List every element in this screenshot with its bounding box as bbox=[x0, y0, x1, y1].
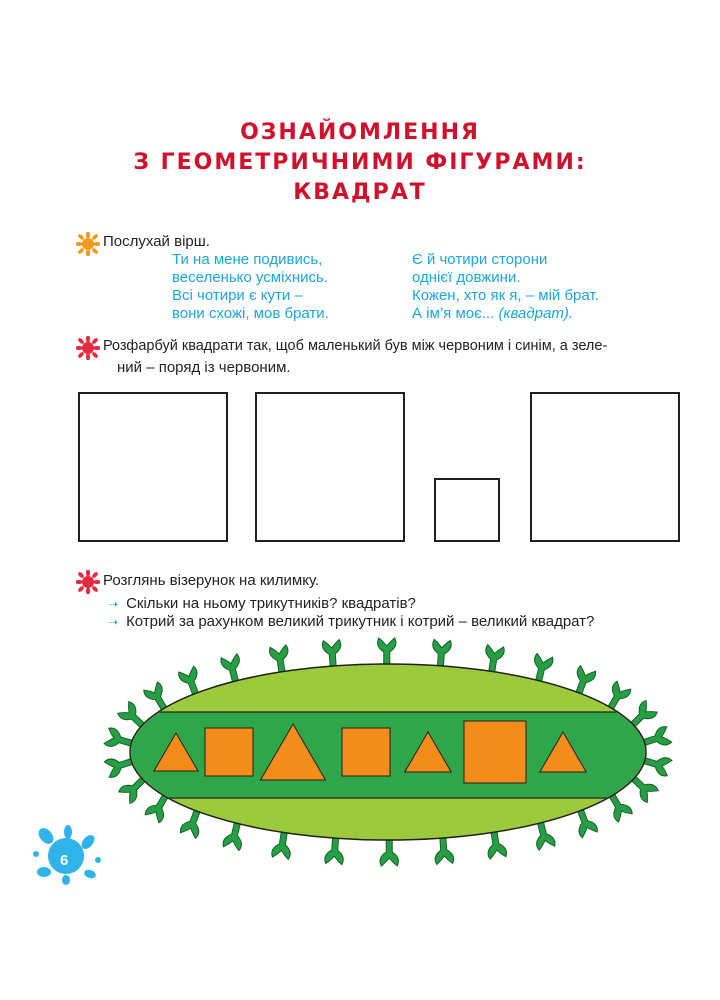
task2-instruction-line1: Розфарбуй квадрати так, щоб маленький був між червоним і синім, а зеле- bbox=[103, 338, 608, 354]
rug-shapes bbox=[154, 721, 586, 783]
page-number: 6 bbox=[60, 852, 69, 869]
poem-line: Всі чотири є кути – bbox=[172, 287, 303, 304]
task2-instruction-line2: ний – поряд із червоним. bbox=[117, 359, 291, 376]
rug-tassel bbox=[325, 836, 345, 865]
title-line-3: КВАДРАТ bbox=[293, 180, 427, 205]
poem-line: веселенько усміхнись. bbox=[172, 269, 329, 286]
task3-instruction: Розглянь візерунок на килимку. bbox=[103, 572, 320, 589]
title-line-1: ОЗНАЙОМЛЕННЯ bbox=[240, 120, 480, 145]
rug-square bbox=[464, 721, 526, 783]
rug-tassel bbox=[433, 835, 453, 864]
poem-line: Є й чотири сторони bbox=[412, 251, 548, 268]
poem-line: Кожен, хто як я, – мій брат. bbox=[412, 287, 599, 304]
poem-last-prefix: А ім’я моє... bbox=[412, 305, 495, 322]
rug-tassel bbox=[322, 639, 342, 668]
poem-line: однієї довжини. bbox=[412, 269, 521, 286]
poem-line: вони схожі, мов брати. bbox=[172, 305, 329, 322]
rug-tassel bbox=[380, 838, 399, 866]
rug-tassel bbox=[431, 639, 451, 668]
title-line-2: З ГЕОМЕТРИЧНИМИ ФІГУРАМИ: bbox=[133, 150, 587, 175]
poem-line: Ти на мене подивись, bbox=[172, 251, 323, 268]
rug-tassel bbox=[378, 638, 397, 666]
question-text: Котрий за рахунком великий трикутник і котрий – великий квадрат? bbox=[126, 613, 595, 630]
rug-square bbox=[342, 728, 390, 776]
question-text: Скільки на ньому трикутників? квадратів? bbox=[126, 595, 416, 612]
arrow-right-icon: ➝ bbox=[108, 615, 119, 629]
arrow-right-icon: ➝ bbox=[108, 597, 119, 611]
poem-answer: (квадрат). bbox=[498, 305, 573, 322]
task1-instruction: Послухай вірш. bbox=[103, 233, 210, 250]
rug-square bbox=[205, 728, 253, 776]
